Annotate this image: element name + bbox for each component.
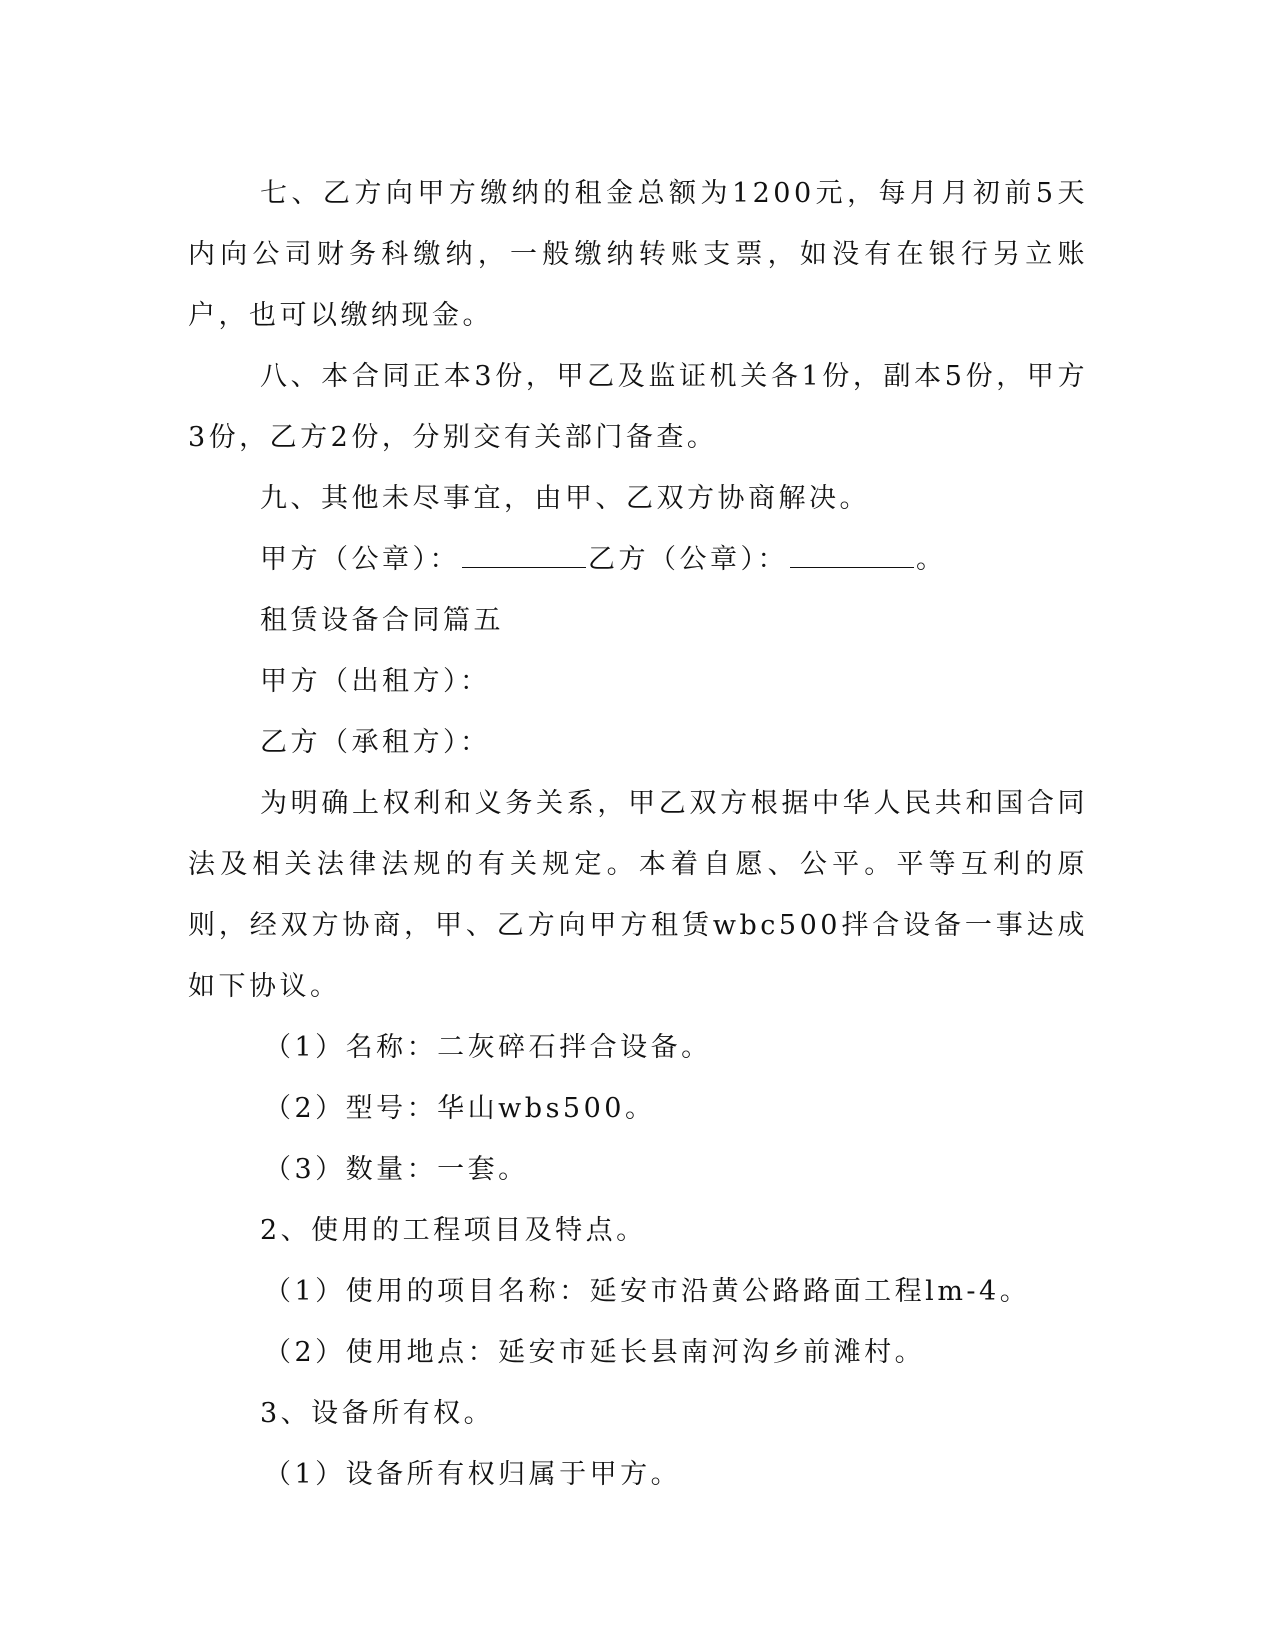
intro-paragraph: 为明确上权利和义务关系，甲乙双方根据中华人民共和国合同法及相关法律法规的有关规定。本着自愿、公平。平等互利的原则，经双方协商，甲、乙方向甲方租赁wbc500拌合设备一事达成如下协议。 <box>188 788 1088 1002</box>
lessee-line: 乙方（承租方）： <box>260 727 491 758</box>
clause-nine: 九、其他未尽事宜，由甲、乙双方协商解决。 <box>260 483 870 514</box>
party-a-seal-blank <box>462 545 586 568</box>
project-heading: 2、使用的工程项目及特点。 <box>260 1215 647 1246</box>
lessor-line: 甲方（出租方）： <box>260 666 491 697</box>
signature-line <box>188 529 1088 590</box>
equipment-name: （1）名称：二灰碎石拌合设备。 <box>264 1032 712 1063</box>
ownership-heading: 3、设备所有权。 <box>260 1398 495 1429</box>
clause-seven: 七、乙方向甲方缴纳的租金总额为1200元，每月月初前5天内向公司财务科缴纳，一般缴纳转账支票，如没有在银行另立账户，也可以缴纳现金。 <box>188 178 1088 331</box>
party-b-seal-blank <box>790 545 914 568</box>
party-b-seal-label: 乙方（公章）： <box>588 544 788 575</box>
ownership-item-1: （1）设备所有权归属于甲方。 <box>264 1459 682 1490</box>
document-body <box>188 163 1088 1505</box>
party-a-seal-label: 甲方（公章）： <box>260 544 460 575</box>
signature-end-mark: 。 <box>916 544 947 575</box>
project-name: （1）使用的项目名称：延安市沿黄公路路面工程lm-4。 <box>264 1276 1031 1307</box>
equipment-quantity: （3）数量：一套。 <box>264 1154 529 1185</box>
project-location: （2）使用地点：延安市延长县南河沟乡前滩村。 <box>264 1337 926 1368</box>
equipment-model: （2）型号：华山wbs500。 <box>264 1093 656 1124</box>
clause-eight: 八、本合同正本3份，甲乙及监证机关各1份，副本5份，甲方3份，乙方2份，分别交有关部门备查。 <box>188 361 1088 453</box>
section-title: 租赁设备合同篇五 <box>260 605 504 636</box>
